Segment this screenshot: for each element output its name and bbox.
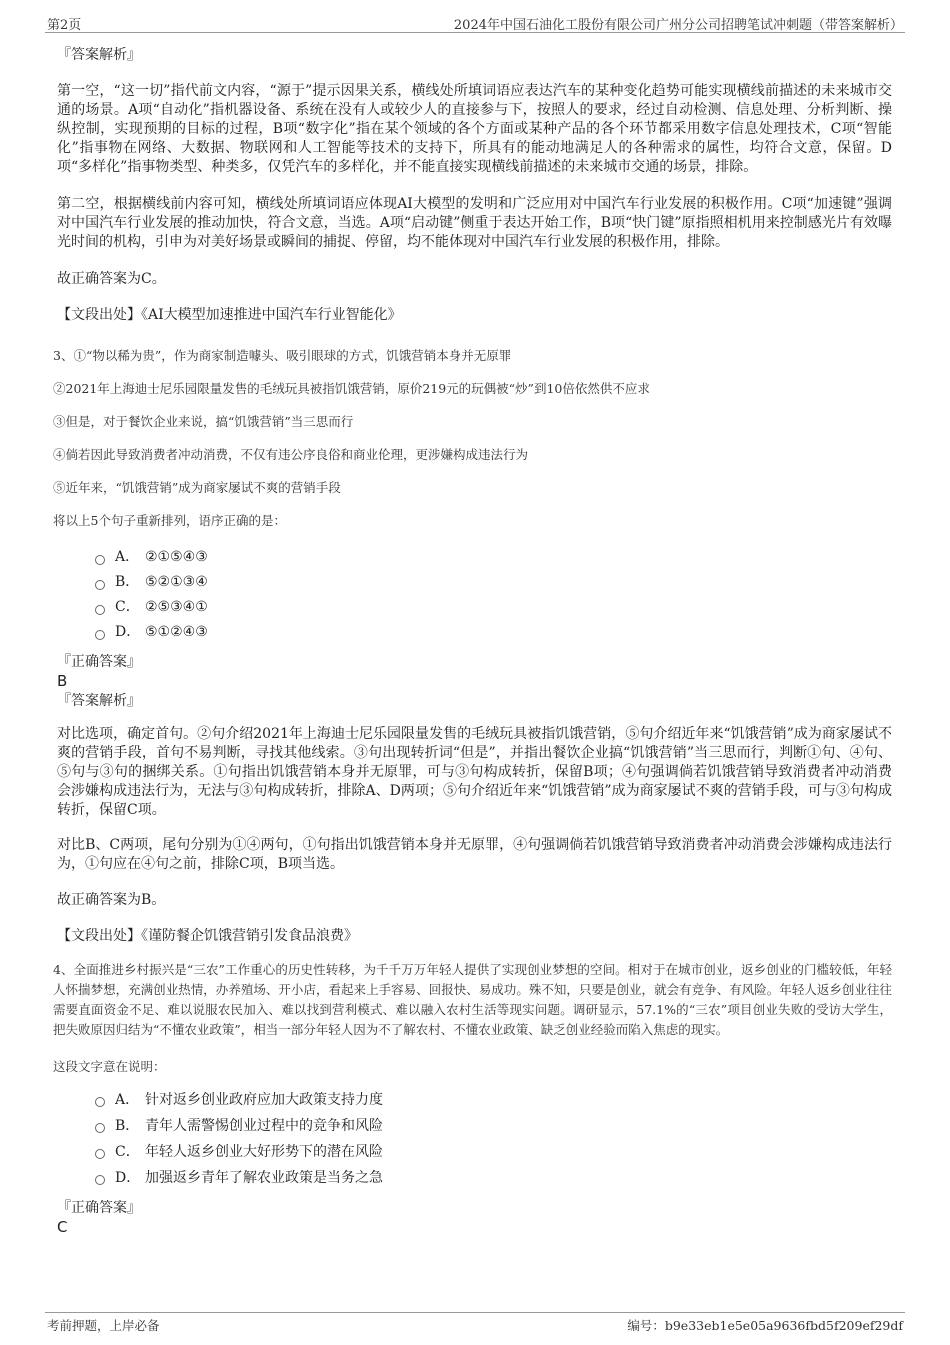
page-number: 第2页: [47, 18, 82, 33]
q4-option-d[interactable]: D． 加强返乡青年了解农业政策是当务之急: [95, 1165, 892, 1191]
q3-stem-line: ④倘若因此导致消费者冲动消费，不仅有违公序良俗和商业伦理，更涉嫌构成违法行为: [53, 447, 529, 462]
radio-icon[interactable]: [95, 580, 105, 590]
q4-option-a[interactable]: A． 针对返乡创业政府应加大政策支持力度: [95, 1087, 892, 1113]
q2-analysis-label: 『答案解析』: [57, 47, 141, 63]
q4-answer: C: [57, 1218, 68, 1236]
page-header: [45, 12, 905, 33]
q3-stem: [53, 346, 892, 531]
q2-conclusion: 故正确答案为C。: [57, 271, 166, 287]
q3-answer-label: 『正确答案』: [57, 654, 141, 670]
q4-answer-label: 『正确答案』: [57, 1200, 141, 1216]
document-title: 2024年中国石油化工股份有限公司广州分公司招聘笔试冲刺题（带答案解析）: [453, 18, 903, 33]
footer-slogan: 考前押题，上岸必备: [47, 1318, 160, 1333]
q2-analysis-paragraph-2: 第二空，根据横线前内容可知，横线处所填词语应体现AI大模型的发明和广泛应用对中国汽车行业发展的积极作用。C项“加速键”强调对中国汽车行业发展的推动加快，符合文意，当选。A项“启动键”侧重于表达开始工作，B项“快门键”原指照相机用来控制感光片有效曝光时间的机构，引申为对美好场景或瞬间的捕捉、停留，均不能体现对中国汽车行业发展的积极作用，排除。: [57, 196, 892, 250]
q4-option-b[interactable]: B． 青年人需警惕创业过程中的竞争和风险: [95, 1113, 892, 1139]
q3-option-c[interactable]: C． ②⑤③④①: [95, 595, 892, 620]
q3-analysis-paragraph-1: 对比选项，确定首句。②句介绍2021年上海迪士尼乐园限量发售的毛绒玩具被指饥饿营销，⑤句介绍近年来“饥饿营销”成为商家屡试不爽的营销手段，首句不易判断，寻找其他线索。③句出现转折词“但是”，并指出餐饮企业搞“饥饿营销”当三思而行，判断①句、④句、⑤句与③句的捆绑关系。①句指出饥饿营销本身并无原罪，可与③句构成转折，保留B项；④句强调倘若饥饿营销导致消费者冲动消费会涉嫌构成违法行为，无法与③句构成转折，排除A、D两项；⑤句介绍近年来“饥饿营销”成为商家屡试不爽的营销手段，可与③句构成转折，保留C项。: [57, 726, 892, 818]
radio-icon[interactable]: [95, 1123, 105, 1133]
q3-analysis-label: 『答案解析』: [57, 693, 141, 709]
q3-stem-line: ⑤近年来，“饥饿营销”成为商家屡试不爽的营销手段: [53, 480, 341, 495]
radio-icon[interactable]: [95, 1175, 105, 1185]
q4-options: [57, 1087, 892, 1191]
document-id: 编号：b9e33eb1e5e05a9636fbd5f209ef29df: [627, 1318, 903, 1333]
q3-option-d[interactable]: D． ⑤①②④③: [95, 620, 892, 645]
q3-source: 【文段出处】《谨防餐企饥饿营销引发食品浪费》: [57, 928, 358, 944]
radio-icon[interactable]: [95, 630, 105, 640]
q3-options: [57, 545, 892, 645]
page-footer: [45, 1312, 905, 1337]
q4-option-c[interactable]: C． 年轻人返乡创业大好形势下的潜在风险: [95, 1139, 892, 1165]
q4-stem: 4、全面推进乡村振兴是“三农”工作重心的历史性转移，为千千万万年轻人提供了实现创业梦想的空间。相对于在城市创业，返乡创业的门槛较低，年轻人怀揣梦想，充满创业热情，办养殖场、开小店，看起来上手容易、回报快、易成功。殊不知，只要是创业，就会有竞争、有风险。年轻人返乡创业往往需要直面资金不足、难以说服农民加入、难以找到营利模式、难以融入农村生活等现实问题。调研显示，57.1%的“三农”项目创业失败的受访大学生，把失败原因归结为“不懂农业政策”，相当一部分年轻人因为不了解农村、不懂农业政策、缺乏创业经验而陷入焦虑的现实。: [53, 962, 892, 1037]
q4-prompt: 这段文字意在说明：: [53, 1059, 166, 1074]
radio-icon[interactable]: [95, 1149, 105, 1159]
q3-stem-line: 3、①“物以稀为贵”，作为商家制造噱头、吸引眼球的方式，饥饿营销本身并无原罪: [53, 348, 512, 363]
q3-stem-line: ②2021年上海迪士尼乐园限量发售的毛绒玩具被指饥饿营销，原价219元的玩偶被“炒”到10倍依然供不应求: [53, 381, 650, 396]
q3-option-b[interactable]: B． ⑤②①③④: [95, 570, 892, 595]
q2-analysis-paragraph-1: 第一空，“这一切”指代前文内容，“源于”提示因果关系，横线处所填词语应表达汽车的某种变化趋势可能实现横线前描述的未来城市交通的场景。A项“自动化”指机器设备、系统在没有人或较少人的直接参与下，按照人的要求，经过自动检测、信息处理、分析判断、操纵控制，实现预期的目标的过程，B项“数字化”指在某个领域的各个方面或某种产品的各个环节都采用数字信息处理技术，C项“智能化”指事物在网络、大数据、物联网和人工智能等技术的支持下，所具有的能动地满足人的各种需求的属性，均符合文意，保留。D项“多样化”指事物类型、种类多，仅凭汽车的多样化，并不能直接实现横线前描述的未来城市交通的场景，排除。: [57, 83, 892, 175]
q3-option-a[interactable]: A． ②①⑤④③: [95, 545, 892, 570]
q3-prompt: 将以上5个句子重新排列，语序正确的是：: [53, 513, 286, 528]
q3-analysis-paragraph-2: 对比B、C两项，尾句分别为①④两句，①句指出饥饿营销本身并无原罪，④句强调倘若饥饿营销导致消费者冲动消费会涉嫌构成违法行为，①句应在④句之前，排除C项，B项当选。: [57, 837, 892, 872]
radio-icon[interactable]: [95, 605, 105, 615]
q3-answer: B: [57, 672, 68, 690]
q2-source: 【文段出处】《AI大模型加速推进中国汽车行业智能化》: [57, 307, 402, 323]
page-content: [53, 44, 892, 1236]
radio-icon[interactable]: [95, 555, 105, 565]
q3-conclusion: 故正确答案为B。: [57, 892, 166, 908]
q3-stem-line: ③但是，对于餐饮企业来说，搞“饥饿营销”当三思而行: [53, 414, 354, 429]
radio-icon[interactable]: [95, 1097, 105, 1107]
